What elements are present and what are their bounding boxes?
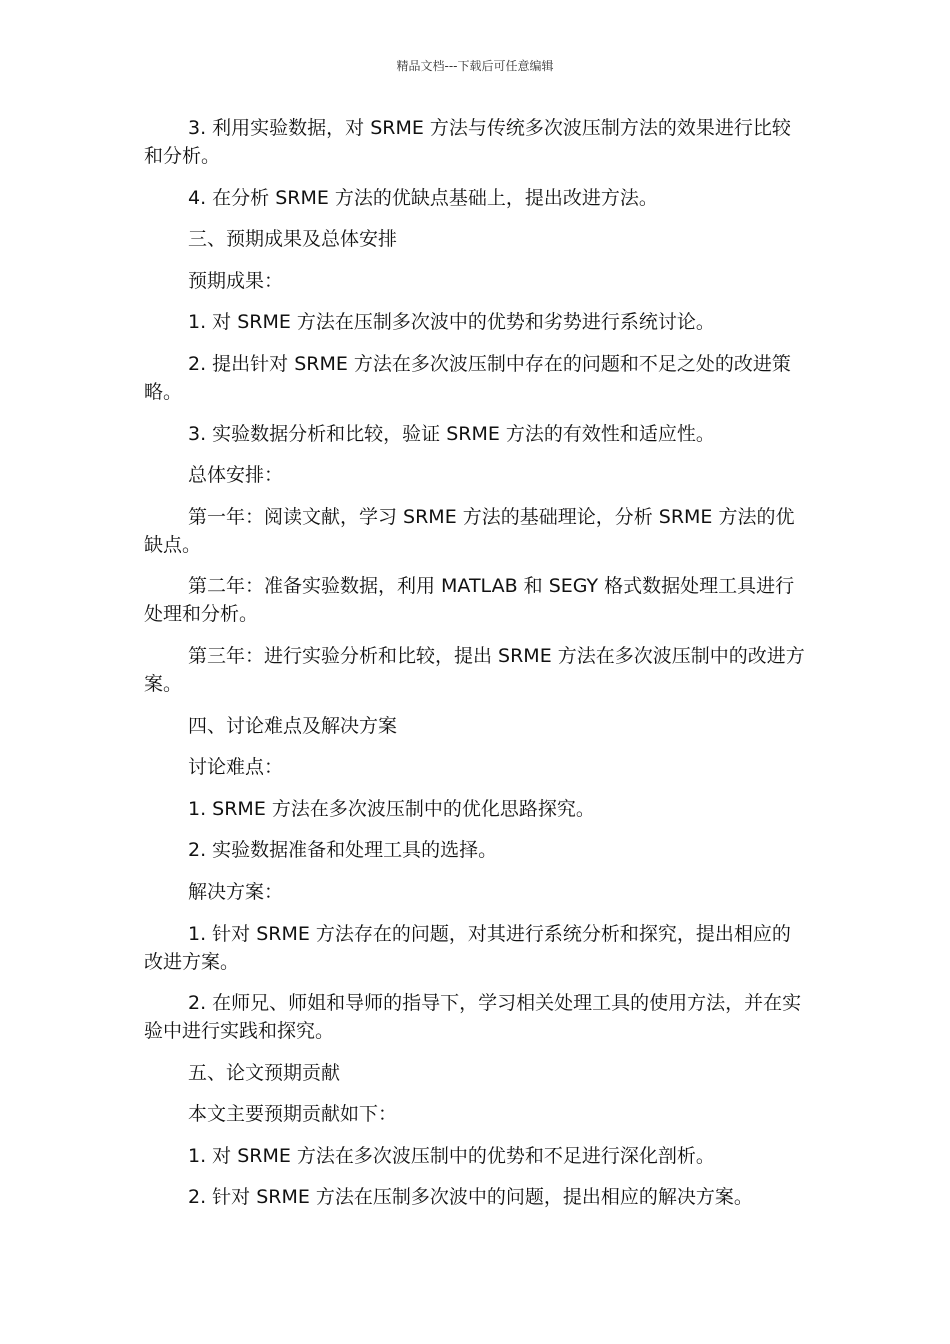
contributions-intro: 本文主要预期贡献如下： — [188, 1103, 398, 1126]
subheading-solutions: 解决方案： — [188, 880, 284, 903]
subheading-difficulties: 讨论难点： — [188, 756, 284, 779]
contribution-item-2: 2. 针对 SRME 方法在压制多次波中的问题，提出相应的解决方案。 — [188, 1186, 753, 1209]
section-heading-expected-results: 三、预期成果及总体安排 — [188, 228, 398, 251]
difficulty-item-2: 2. 实验数据准备和处理工具的选择。 — [188, 839, 498, 862]
header-watermark: 精品文档---下载后可任意编辑 — [396, 59, 554, 73]
schedule-year-2: 第二年：准备实验数据，利用 MATLAB 和 SEGY 格式数据处理工具进行处理和分析。 — [144, 575, 795, 626]
paragraph-item-3-compare: 3. 利用实验数据，对 SRME 方法与传统多次波压制方法的效果进行比较和分析。 — [144, 117, 791, 167]
document-body — [144, 114, 806, 1225]
result-item-2: 2. 提出针对 SRME 方法在多次波压制中存在的问题和不足之处的改进策略。 — [144, 352, 791, 403]
difficulty-item-1: 1. SRME 方法在多次波压制中的优化思路探究。 — [188, 797, 595, 820]
schedule-year-3: 第三年：进行实验分析和比较，提出 SRME 方法在多次波压制中的改进方案。 — [144, 644, 805, 695]
result-item-1: 1. 对 SRME 方法在压制多次波中的优势和劣势进行系统讨论。 — [188, 311, 715, 334]
subheading-overall-schedule: 总体安排： — [188, 464, 284, 487]
contribution-item-1: 1. 对 SRME 方法在多次波压制中的优势和不足进行深化剖析。 — [188, 1144, 715, 1167]
schedule-year-1: 第一年：阅读文献，学习 SRME 方法的基础理论，分析 SRME 方法的优缺点。 — [144, 505, 795, 556]
paragraph-item-4-improve: 4. 在分析 SRME 方法的优缺点基础上，提出改进方法。 — [188, 186, 658, 209]
result-item-3: 3. 实验数据分析和比较，验证 SRME 方法的有效性和适应性。 — [188, 422, 715, 445]
section-heading-difficulties: 四、讨论难点及解决方案 — [188, 714, 398, 737]
subheading-expected-results: 预期成果： — [188, 269, 284, 292]
section-heading-contributions: 五、论文预期贡献 — [188, 1061, 341, 1084]
solution-item-1: 1. 针对 SRME 方法存在的问题，对其进行系统分析和探究，提出相应的改进方案。 — [144, 922, 791, 973]
solution-item-2: 2. 在师兄、师姐和导师的指导下，学习相关处理工具的使用方法，并在实验中进行实践和探究。 — [144, 992, 802, 1043]
